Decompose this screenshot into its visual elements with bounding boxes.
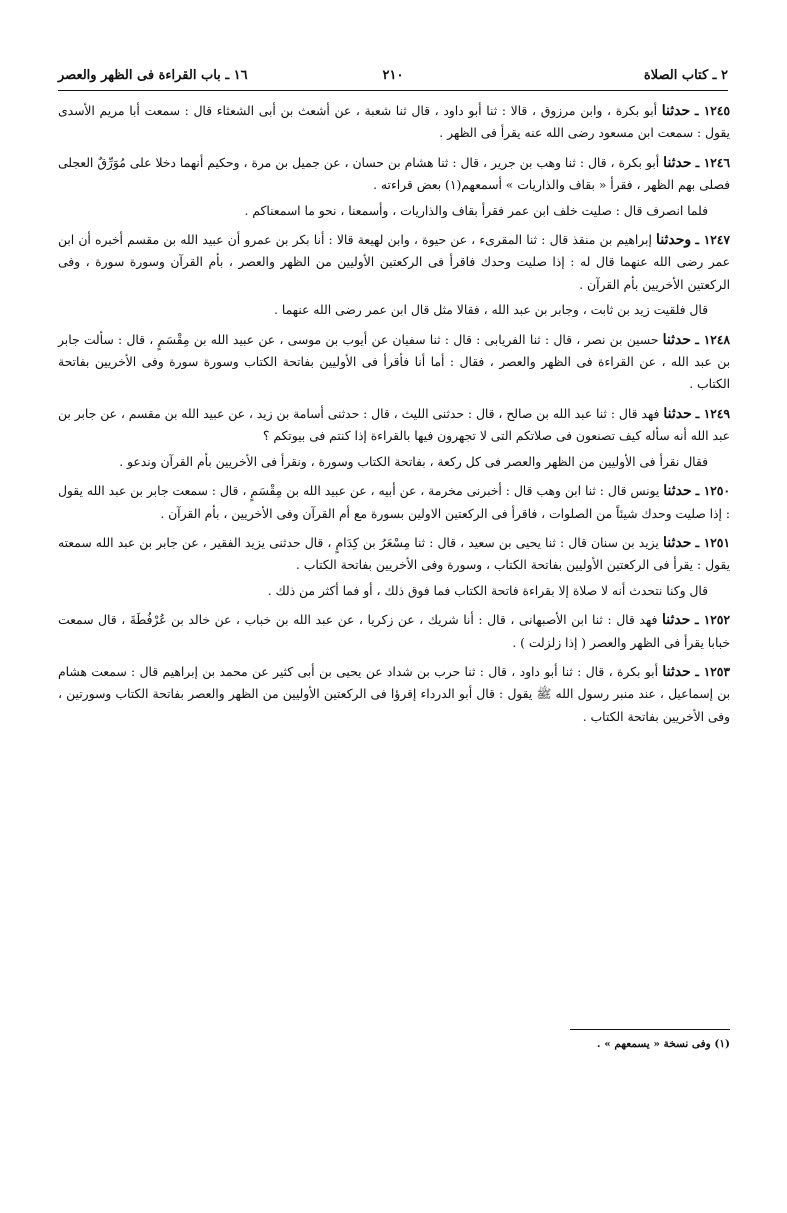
page-number: ٢١٠ xyxy=(382,68,404,83)
hadith-1248 xyxy=(58,329,730,396)
hadith-1246 xyxy=(58,152,730,222)
hadith-text: إبراهيم بن منقذ قال : ثنا المقرىء ، عن حيوة ، وابن لهيعة قالا : أنا بكر بن عمرو أن عبيد الله بن مقسم أخبره أن ابن عمر رضى الله عنهما قال له : إذا صليت وحدك فاقرأ فى الركعتين الأوليين من الظهر والعصر ، بأم القرآن وسورة سورة ، وفى الركعتين الأخريين بأم القرآن . xyxy=(58,233,730,292)
chapter-title: ٢ ـ كتاب الصلاة xyxy=(643,68,728,83)
hadith-keyword: حدثنا xyxy=(663,154,692,171)
hadith-1250 xyxy=(58,480,730,525)
hadith-text: أبو بكرة ، وابن مرزوق ، قالا : ثنا أبو داود ، قال ثنا شعبة ، عن أشعث بن أبى الشعثاء قال : سمعت أبا مريم الأسدى يقول : سمعت ابن مسعود رضى الله عنه يقرأ فى الظهر . xyxy=(58,104,730,141)
section-title: ١٦ ـ باب القراءة فى الظهر والعصر xyxy=(58,68,248,83)
hadith-1245 xyxy=(58,100,730,145)
hadith-keyword: حدثنا xyxy=(663,483,692,500)
hadith-keyword: حدثنا xyxy=(662,663,691,680)
hadith-number: ١٢٥٣ ـ xyxy=(695,663,730,679)
hadith-number: ١٢٤٦ ـ xyxy=(695,154,730,170)
hadith-number: ١٢٥١ ـ xyxy=(695,534,730,550)
hadith-1253 xyxy=(58,661,730,728)
footnote-divider xyxy=(570,1029,730,1030)
hadith-1249 xyxy=(58,403,730,473)
hadith-number: ١٢٤٧ ـ xyxy=(695,232,730,248)
hadith-text: أبو بكرة ، قال : ثنا وهب بن جرير ، قال : ثنا هشام بن حسان ، عن جميل بن مرة ، وحكيم أنهما دخلا على مُوَرِّقٌ العجلى فصلى بهم الظهر ، فقرأ « بقاف والذاريات » أسمعهم(١) بعض قراءته . xyxy=(58,155,730,193)
page-header xyxy=(58,66,728,86)
hadith-keyword: حدثنا xyxy=(662,534,692,551)
hadith-continuation: قال وكنا نتحدث أنه لا صلاة إلا بقراءة فاتحة الكتاب فما فوق ذلك ، أو فما أكثر من ذلك . xyxy=(267,583,708,598)
hadith-number: ١٢٤٨ ـ xyxy=(695,331,730,347)
hadith-text: فهد قال : ثنا ابن الأصبهانى ، قال : أنا شريك ، عن زكريا ، عن عبد الله بن خباب ، عن خالد بن عُرْفُطَةَ ، قال سمعت خبابا يقرأ فى الظهر والعصر ( إذا زلزلت ) . xyxy=(58,613,730,650)
hadith-keyword: حدثنا xyxy=(662,331,692,348)
header-divider xyxy=(58,90,728,91)
hadith-text: أبو بكرة ، قال : ثنا أبو داود ، قال : ثنا حرب بن شداد عن يحيى بن أبى كثير عن محمد بن إبراهيم قال : سمعت هشام بن إسماعيل ، عند منبر رسول الله ﷺ يقول : قال أبو الدرداء إقرؤا فى الركعتين الأوليين من الظهر والعصر بفاتحة الكتاب وسورتين ، وفى الأخريين بفاتحة الكتاب . xyxy=(58,664,730,724)
hadith-1247 xyxy=(58,229,730,322)
hadith-1251 xyxy=(58,532,730,602)
hadith-number: ١٢٥٠ ـ xyxy=(695,483,730,499)
page-body xyxy=(58,100,730,735)
hadith-keyword: وحدثنا xyxy=(656,232,692,249)
hadith-number: ١٢٤٩ ـ xyxy=(695,405,730,421)
hadith-text: فهد قال : ثنا عبد الله بن صالح ، قال : حدثنى الليث ، قال : حدثنى أسامة بن زيد ، عن عبيد الله بن مقسم ، عن جابر بن عبد الله أنه سأله كيف تصنعون فى صلاتكم التى لا تجهرون فيها بالقراءة إذا كنتم فى بيوتكم ؟ xyxy=(58,406,730,444)
hadith-text: حسين بن نصر ، قال : ثنا الفريابى : قال : ثنا سفيان عن أيوب بن موسى ، عن عبيد الله بن مِقْسَمٍ ، قال : سألت جابر بن عبد الله ، عن القراءة فى الظهر والعصر ، فقال : أما أنا فأقرأ فى الأوليين بفاتحة الكتاب وسورة سورة وفى الأخريين بفاتحة الكتاب . xyxy=(58,332,730,392)
hadith-number: ١٢٤٥ ـ xyxy=(694,103,730,118)
footnote: (١) وفى نسخة « يسمعهم » . xyxy=(596,1038,730,1050)
hadith-keyword: حدثنا xyxy=(661,612,691,629)
hadith-text: يزيد بن سنان قال : ثنا يحيى بن سعيد ، قال : ثنا مِسْعَرُ بن كِدَامٍ ، قال حدثنى يزيد الفقير ، عن جابر بن عبد الله سمعته يقول : يقرأ فى الركعتين الأوليين بفاتحة الكتاب ، وسورة وفى الأخريين بفاتحة الكتاب . xyxy=(58,535,730,573)
hadith-keyword: حدثنا xyxy=(661,103,691,119)
hadith-continuation: فقال نقرأ فى الأوليين من الظهر والعصر فى كل ركعة ، بفاتحة الكتاب وسورة ، ونقرأ فى الأخريين بأم القرآن وندعو . xyxy=(119,454,708,469)
hadith-continuation: قال فلقيت زيد بن ثابت ، وجابر بن عبد الله ، فقالا مثل قال ابن عمر رضى الله عنهما . xyxy=(274,303,708,318)
hadith-keyword: حدثنا xyxy=(663,405,692,422)
hadith-continuation: فلما انصرف قال : صليت خلف ابن عمر فقرأ بقاف والذاريات ، وأسمعنا ، نحو ما اسمعناكم . xyxy=(244,203,708,218)
hadith-1252 xyxy=(58,609,730,654)
hadith-text: يونس قال : ثنا ابن وهب قال : أخبرنى مخرمة ، عن أبيه ، عن عبيد الله بن مِقْسَمٍ ، قال : سمعت جابر بن عبد الله يقول : إذا صليت وحدك شيئاً من الصلوات ، فاقرأ فى الركعتين الاولين بسورة مع أم القرآن وفى الأخريين ، بأم القرآن . xyxy=(58,484,730,521)
hadith-number: ١٢٥٢ ـ xyxy=(694,612,730,628)
